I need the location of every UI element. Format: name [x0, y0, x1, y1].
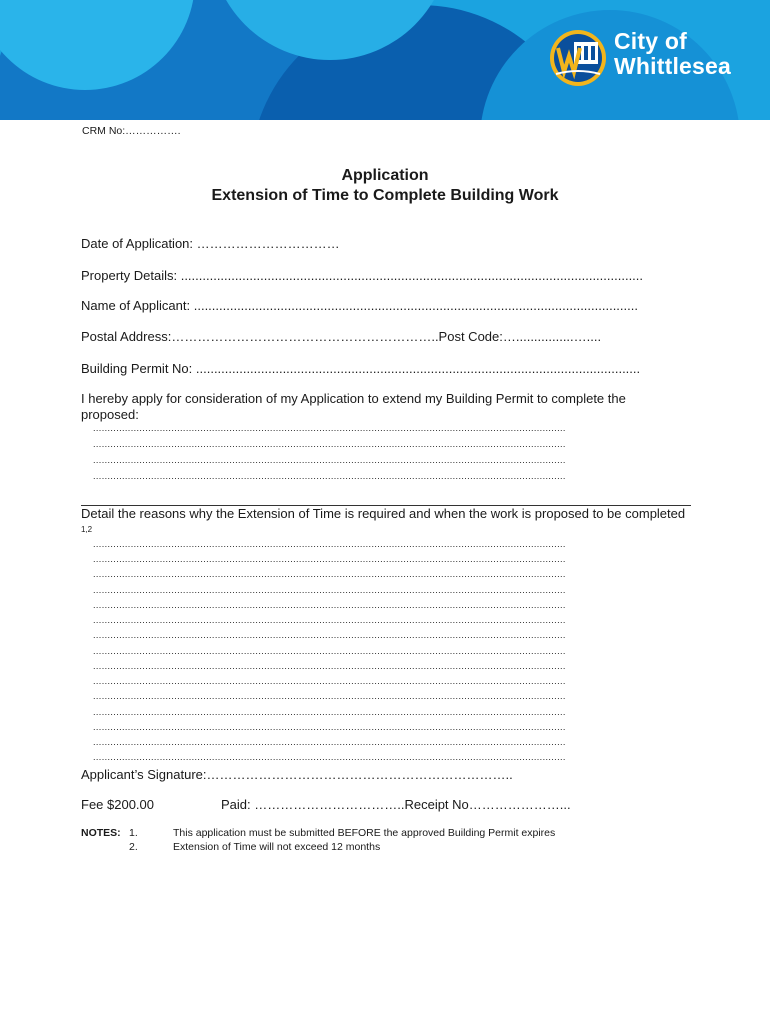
reasons-line[interactable]: ...................................................................................................................................................................: [93, 570, 566, 579]
reasons-statement: [81, 506, 687, 541]
logo-emblem-icon: [548, 28, 610, 88]
reasons-line[interactable]: ...................................................................................................................................................................: [93, 708, 566, 717]
reasons-line[interactable]: ...................................................................................................................................................................: [93, 631, 566, 640]
proposal-line[interactable]: ...................................................................................................................................................................: [93, 456, 566, 465]
logo-text-line2: Whittlesea: [614, 53, 732, 79]
form-title: Application: [341, 167, 429, 184]
proposal-line[interactable]: ...................................................................................................................................................................: [93, 440, 566, 449]
property-details-field[interactable]: Property Details: ................................................................................................................................: [81, 268, 644, 283]
date-of-application-field[interactable]: Date of Application: ……………………………: [81, 236, 340, 251]
note-text: Extension of Time will not exceed 12 months: [173, 841, 381, 853]
logo-text-line1: City of: [614, 28, 687, 54]
note-text: This application must be submitted BEFORE the approved Building Permit expires: [173, 827, 556, 839]
applicant-signature-field[interactable]: Applicant’s Signature:……………………………………………………………..: [81, 767, 513, 782]
reasons-line[interactable]: ...................................................................................................................................................................: [93, 753, 566, 762]
postal-address-field[interactable]: Postal Address:……………………………………………………..Post Code:…................…....: [81, 329, 602, 344]
proposal-statement: I hereby apply for consideration of my Application to extend my Building Permit to complete the proposed:: [81, 391, 626, 422]
name-of-applicant-field[interactable]: Name of Applicant: ...........................................................................................................................: [81, 298, 638, 313]
form-subtitle: Extension of Time to Complete Building Work: [211, 187, 559, 204]
paid-receipt-field[interactable]: Paid: ……………………………..Receipt No…………………...: [221, 797, 571, 812]
city-logo[interactable]: [548, 28, 738, 88]
header-banner: [0, 0, 770, 122]
reasons-line[interactable]: ...................................................................................................................................................................: [93, 586, 566, 595]
reasons-line[interactable]: ...................................................................................................................................................................: [93, 662, 566, 671]
reasons-line[interactable]: ...................................................................................................................................................................: [93, 647, 566, 656]
fee-amount: Fee $200.00: [81, 797, 155, 812]
crm-number: CRM No:…………….: [82, 125, 181, 137]
proposal-line[interactable]: ...................................................................................................................................................................: [93, 424, 566, 433]
reasons-line[interactable]: ...................................................................................................................................................................: [93, 677, 566, 686]
reasons-line[interactable]: ...................................................................................................................................................................: [93, 540, 566, 549]
reasons-footnote: 1,2: [81, 525, 93, 534]
reasons-line[interactable]: ...................................................................................................................................................................: [93, 723, 566, 732]
reasons-line[interactable]: ...................................................................................................................................................................: [93, 692, 566, 701]
building-permit-field[interactable]: Building Permit No: ...........................................................................................................................: [81, 361, 641, 376]
reasons-line[interactable]: ...................................................................................................................................................................: [93, 601, 566, 610]
notes-label: NOTES:: [81, 827, 121, 839]
reasons-line[interactable]: ...................................................................................................................................................................: [93, 738, 566, 747]
reasons-line[interactable]: ...................................................................................................................................................................: [93, 616, 566, 625]
reasons-text: Detail the reasons why the Extension of Time is required and when the work is proposed to be completed: [81, 506, 686, 521]
note-number: 1.: [129, 827, 138, 839]
reasons-line[interactable]: ...................................................................................................................................................................: [93, 555, 566, 564]
proposal-line[interactable]: ...................................................................................................................................................................: [93, 472, 566, 481]
note-number: 2.: [129, 841, 138, 853]
